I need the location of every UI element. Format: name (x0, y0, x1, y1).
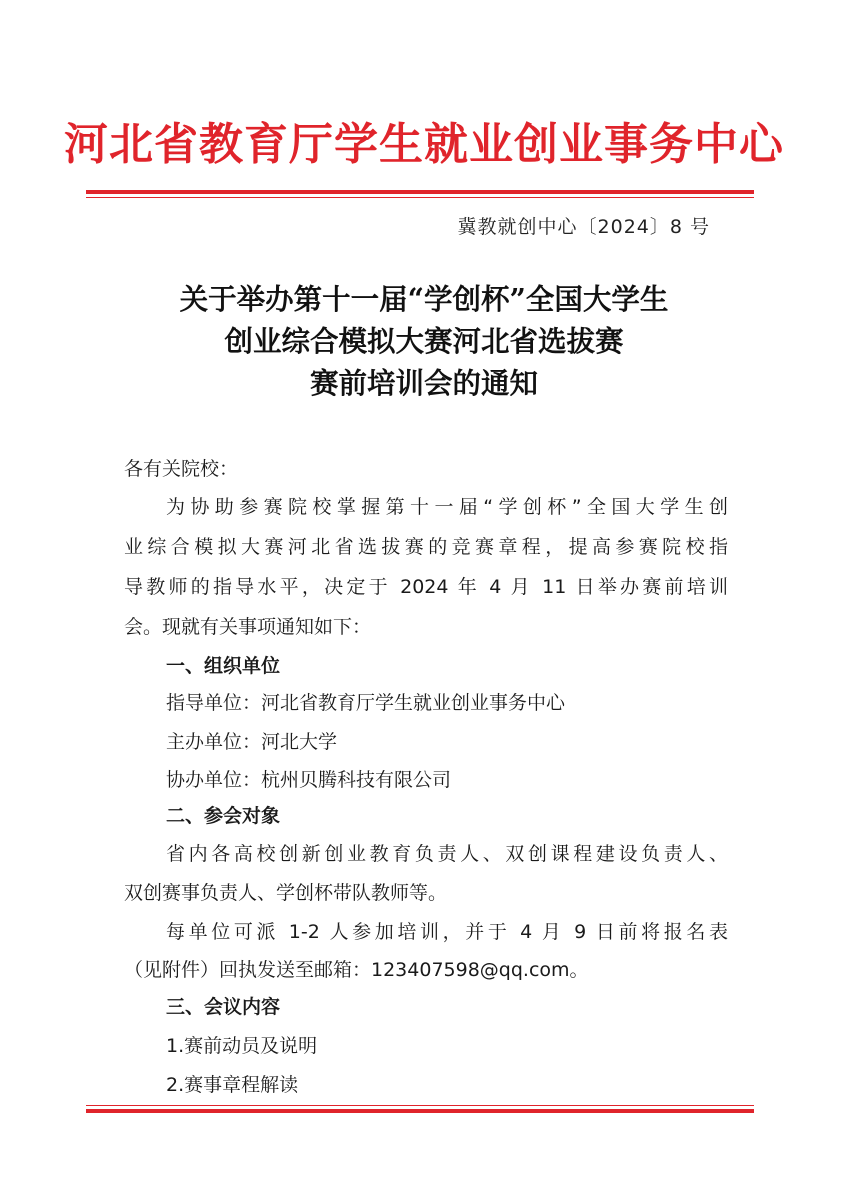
document-title (0, 278, 848, 404)
intro-line: 导教师的指导水平，决定于 2024 年 4 月 11 日举办赛前培训 (124, 576, 728, 598)
title-line: 关于举办第十一届“学创杯”全国大学生 (179, 282, 669, 316)
document-number: 冀教就创中心〔2024〕8 号 (457, 216, 710, 238)
salutation: 各有关院校： (124, 458, 239, 480)
agenda-item: 1.赛前动员及说明 (166, 1035, 318, 1057)
intro-line: 会。现就有关事项通知如下： (124, 616, 372, 638)
footer-divider (86, 1105, 754, 1113)
agenda-item: 2.赛事章程解读 (166, 1074, 299, 1096)
section-heading-agenda: 三、会议内容 (166, 996, 281, 1018)
registration-line: 每单位可派 1-2 人参加培训，并于 4 月 9 日前将报名表 (166, 921, 728, 943)
header-divider (86, 190, 754, 198)
org-header-title: 河北省教育厅学生就业创业事务中心 (64, 119, 784, 170)
attendee-line: 省内各高校创新创业教育负责人、双创课程建设负责人、 (166, 843, 728, 865)
title-line: 赛前培训会的通知 (309, 366, 538, 400)
organizer-item: 指导单位：河北省教育厅学生就业创业事务中心 (166, 692, 566, 714)
organizer-item: 主办单位：河北大学 (166, 731, 338, 753)
organizer-item: 协办单位：杭州贝腾科技有限公司 (166, 769, 452, 791)
title-line: 创业综合模拟大赛河北省选拔赛 (224, 324, 624, 358)
intro-line: 为协助参赛院校掌握第十一届“学创杯”全国大学生创 (166, 496, 728, 518)
section-heading-organizers: 一、组织单位 (166, 655, 281, 677)
registration-line: （见附件）回执发送至邮箱：123407598@qq.com。 (124, 959, 589, 981)
intro-line: 业综合模拟大赛河北省选拔赛的竞赛章程，提高参赛院校指 (124, 536, 728, 558)
attendee-line: 双创赛事负责人、学创杯带队教师等。 (124, 882, 448, 904)
section-heading-attendees: 二、参会对象 (166, 805, 281, 827)
